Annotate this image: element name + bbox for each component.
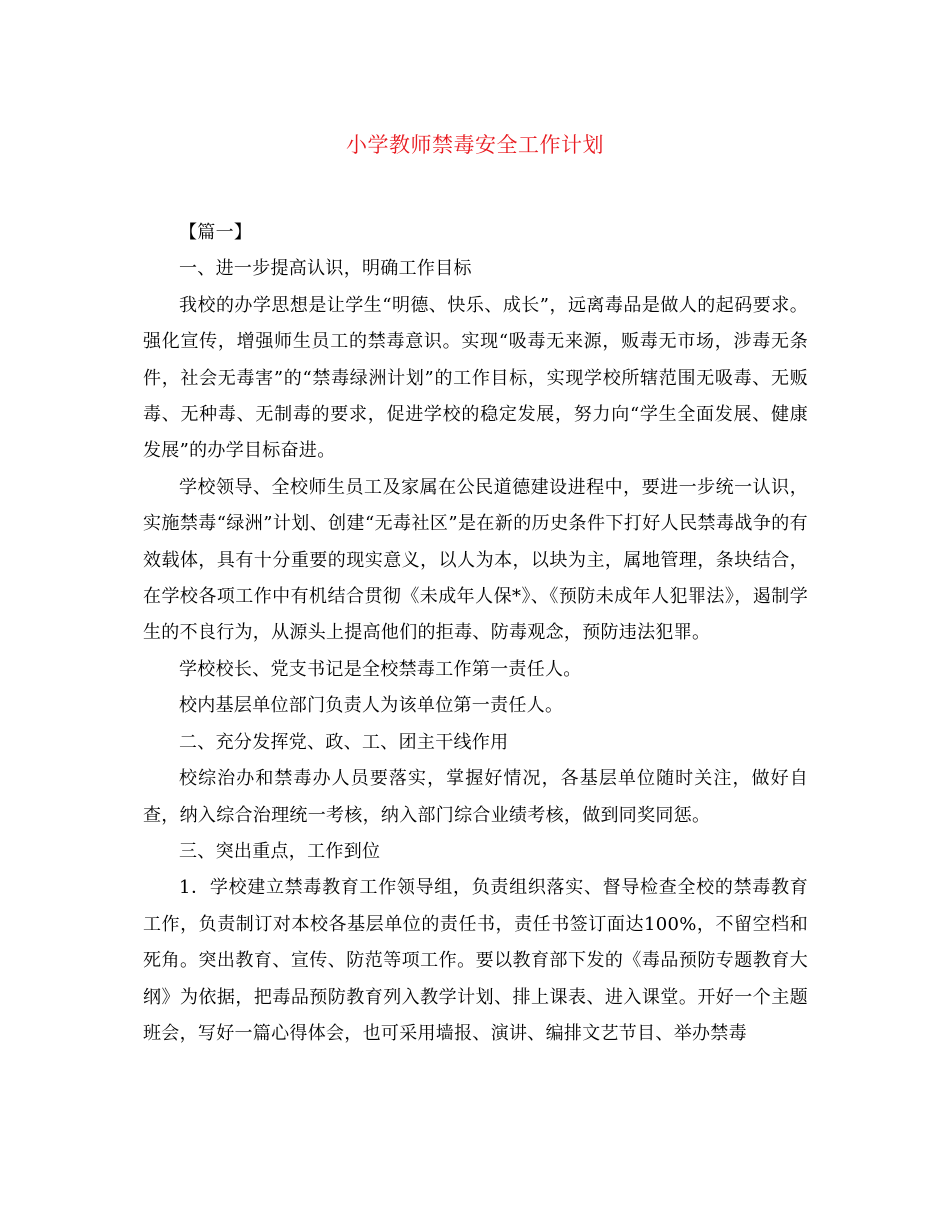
paragraph-department-responsibility: 校内基层单位部门负责人为该单位第一责任人。 <box>179 695 564 717</box>
section-heading-1: 一、进一步提高认识，明确工作目标 <box>179 258 472 280</box>
paragraph-principal-responsibility: 学校校长、党支书记是全校禁毒工作第一责任人。 <box>179 658 582 680</box>
section-heading-3: 三、突出重点，工作到位 <box>179 840 381 862</box>
section-heading-part-one: 【篇一】 <box>179 222 253 243</box>
document-title: 小学教师禁毒安全工作计划 <box>346 133 604 157</box>
paragraph-leadership-group: 1．学校建立禁毒教育工作领导组，负责组织落实、督导检查全校的禁毒教育工作，负责制订对本校各基层单位的责任书，责任书签订面达100%，不留空档和死角。突出教育、宣传、防范等项工作。要以教育部下发的《毒品预防专题教育大纲》为依据，把毒品预防教育列入教学计划、排上课表、进入课堂。开好一个主题班会，写好一篇心得体会，也可采用墙报、演讲、编排文艺节目、举办禁毒 <box>143 877 808 1044</box>
section-heading-2: 二、充分发挥党、政、工、团主干线作用 <box>179 731 509 753</box>
paragraph-school-philosophy: 我校的办学思想是让学生“明德、快乐、成长”，远离毒品是做人的起码要求。强化宣传，增强师生员工的禁毒意识。实现“吸毒无来源，贩毒无市场，涉毒无条件，社会无毒害”的“禁毒绿洲计划”的工作目标，实现学校所辖范围无吸毒、无贩毒、无种毒、无制毒的要求，促进学校的稳定发展，努力向“学生全面发展、健康发展”的办学目标奋进。 <box>143 294 808 462</box>
paragraph-office-duties: 校综治办和禁毒办人员要落实，掌握好情况，各基层单位随时关注，做好自查，纳入综合治理统一考核，纳入部门综合业绩考核，做到同奖同惩。 <box>143 768 808 826</box>
paragraph-leadership-understanding: 学校领导、全校师生员工及家属在公民道德建设进程中，要进一步统一认识，实施禁毒“绿洲”计划、创建“无毒社区”是在新的历史条件下打好人民禁毒战争的有效载体，具有十分重要的现实意义，以人为本，以块为主，属地管理，条块结合，在学校各项工作中有机结合贯彻《未成年人保*》、《预防未成年人犯罪法》，遏制学生的不良行为，从源头上提高他们的拒毒、防毒观念，预防违法犯罪。 <box>143 476 808 644</box>
document-body <box>143 215 808 1052</box>
